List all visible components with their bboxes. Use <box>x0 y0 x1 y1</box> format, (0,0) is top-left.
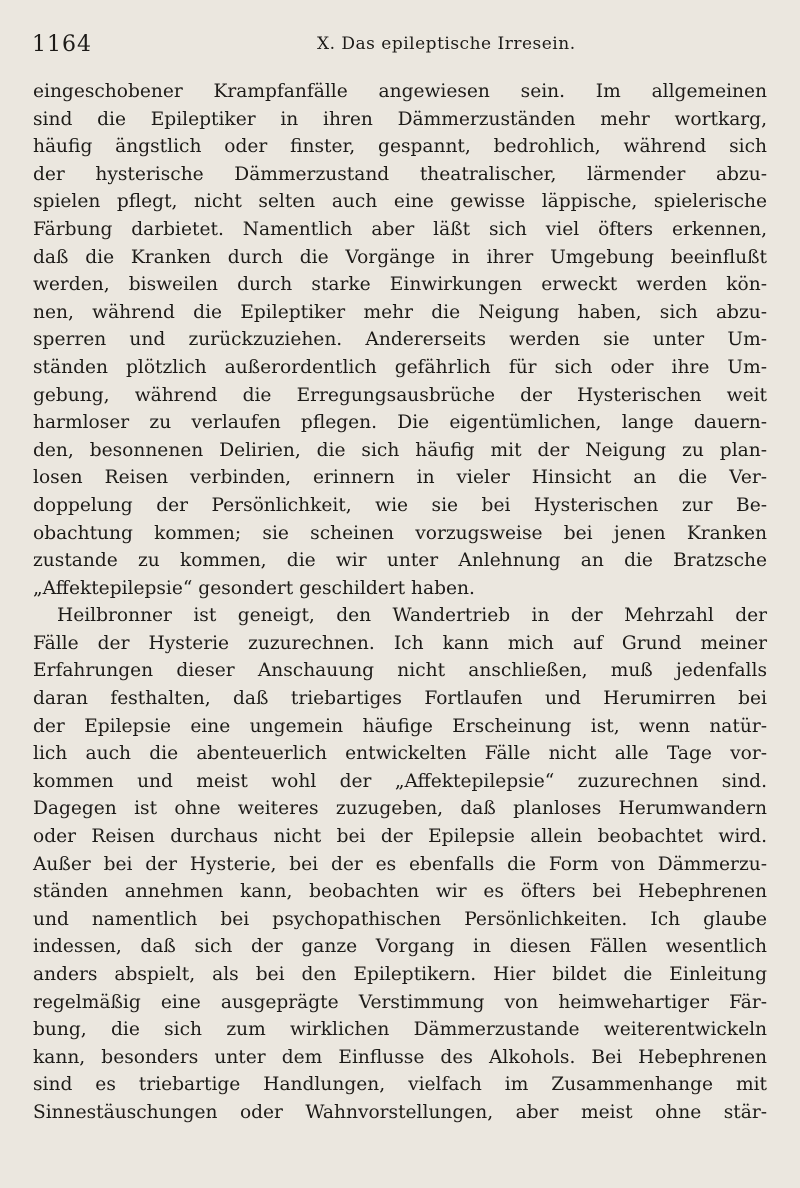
text-line: spielen pflegt, nicht selten auch eine gewisse läppische, spielerische <box>33 191 767 213</box>
text-line: obachtung kommen; sie scheinen vorzugsweise bei jenen Kranken <box>33 522 767 544</box>
text-line: losen Reisen verbinden, erinnern in vieler Hinsicht an die Ver- <box>33 467 767 489</box>
text-line: der Epilepsie eine ungemein häufige Erscheinung ist, wenn natür- <box>33 715 767 737</box>
text-line: Sinnestäuschungen oder Wahnvorstellungen, aber meist ohne stär- <box>33 1101 767 1123</box>
text-line: daran festhalten, daß triebartiges Fortlaufen und Herumirren bei <box>33 688 767 710</box>
page-header <box>32 32 768 60</box>
text-line: häufig ängstlich oder finster, gespannt, bedrohlich, während sich <box>33 136 767 158</box>
text-line: indessen, daß sich der ganze Vorgang in diesen Fällen wesentlich <box>33 936 767 958</box>
text-line: der hysterische Dämmerzustand theatralischer, lärmender abzu- <box>33 163 767 185</box>
text-line: Außer bei der Hysterie, bei der es ebenfalls die Form von Dämmerzu- <box>33 853 767 875</box>
text-line: Dagegen ist ohne weiteres zuzugeben, daß planloses Herumwandern <box>33 798 767 820</box>
text-line: kann, besonders unter dem Einflusse des Alkohols. Bei Hebephrenen <box>33 1046 767 1068</box>
paragraph-start-line: Heilbronner ist geneigt, den Wandertrieb in der Mehrzahl der <box>57 605 767 627</box>
text-line: ständen annehmen kann, beobachten wir es öfters bei Hebephrenen <box>33 881 767 903</box>
text-line: anders abspielt, als bei den Epileptikern. Hier bildet die Einleitung <box>33 964 767 985</box>
text-line: daß die Kranken durch die Vorgänge in ihrer Umgebung beeinflußt <box>33 246 767 268</box>
text-line: gebung, während die Erregungsausbrüche der Hysterischen weit <box>33 384 767 406</box>
text-line: doppelung der Persönlichkeit, wie sie bei Hysterischen zur Be- <box>33 494 767 516</box>
text-line: oder Reisen durchaus nicht bei der Epilepsie allein beobachtet wird. <box>33 826 767 848</box>
text-line: bung, die sich zum wirklichen Dämmerzustande weiterentwickeln <box>33 1019 767 1041</box>
text-line: nen, während die Epileptiker mehr die Neigung haben, sich abzu- <box>33 301 767 323</box>
body-text <box>33 78 767 1127</box>
text-line: ständen plötzlich außerordentlich gefährlich für sich oder ihre Um- <box>33 356 767 378</box>
text-line: harmloser zu verlaufen pflegen. Die eigentümlichen, lange dauern- <box>33 412 767 434</box>
text-line: Erfahrungen dieser Anschauung nicht anschließen, muß jedenfalls <box>33 660 767 682</box>
text-line: und namentlich bei psychopathischen Persönlichkeiten. Ich glaube <box>33 908 767 930</box>
text-line: Fälle der Hysterie zuzurechnen. Ich kann mich auf Grund meiner <box>33 632 767 654</box>
text-line: werden, bisweilen durch starke Einwirkungen erweckt werden kön- <box>33 274 767 296</box>
text-line: sind die Epileptiker in ihren Dämmerzuständen mehr wortkarg, <box>33 108 767 130</box>
page-number: 1164 <box>32 32 92 57</box>
text-line: den, besonnenen Delirien, die sich häufig mit der Neigung zu plan- <box>33 439 767 461</box>
text-line: eingeschobener Krampfanfälle angewiesen sein. Im allgemeinen <box>33 81 767 102</box>
text-line: kommen und meist wohl der „Affektepilepsie“ zuzurechnen sind. <box>33 770 767 792</box>
text-line: regelmäßig eine ausgeprägte Verstimmung von heimwehartiger Fär- <box>33 991 767 1013</box>
paragraph-end-line: „Affektepilepsie“ gesondert geschildert haben. <box>33 577 475 599</box>
text-line: zustande zu kommen, die wir unter Anlehnung an die Bratzsche <box>33 550 767 572</box>
text-line: sperren und zurückzuziehen. Andererseits werden sie unter Um- <box>33 329 767 351</box>
text-line: sind es triebartige Handlungen, vielfach im Zusammenhange mit <box>33 1074 767 1096</box>
text-line: lich auch die abenteuerlich entwickelten Fälle nicht alle Tage vor- <box>33 743 767 765</box>
running-head: X. Das epileptische Irresein. <box>317 34 576 54</box>
text-line: Färbung darbietet. Namentlich aber läßt sich viel öfters erkennen, <box>33 218 767 240</box>
